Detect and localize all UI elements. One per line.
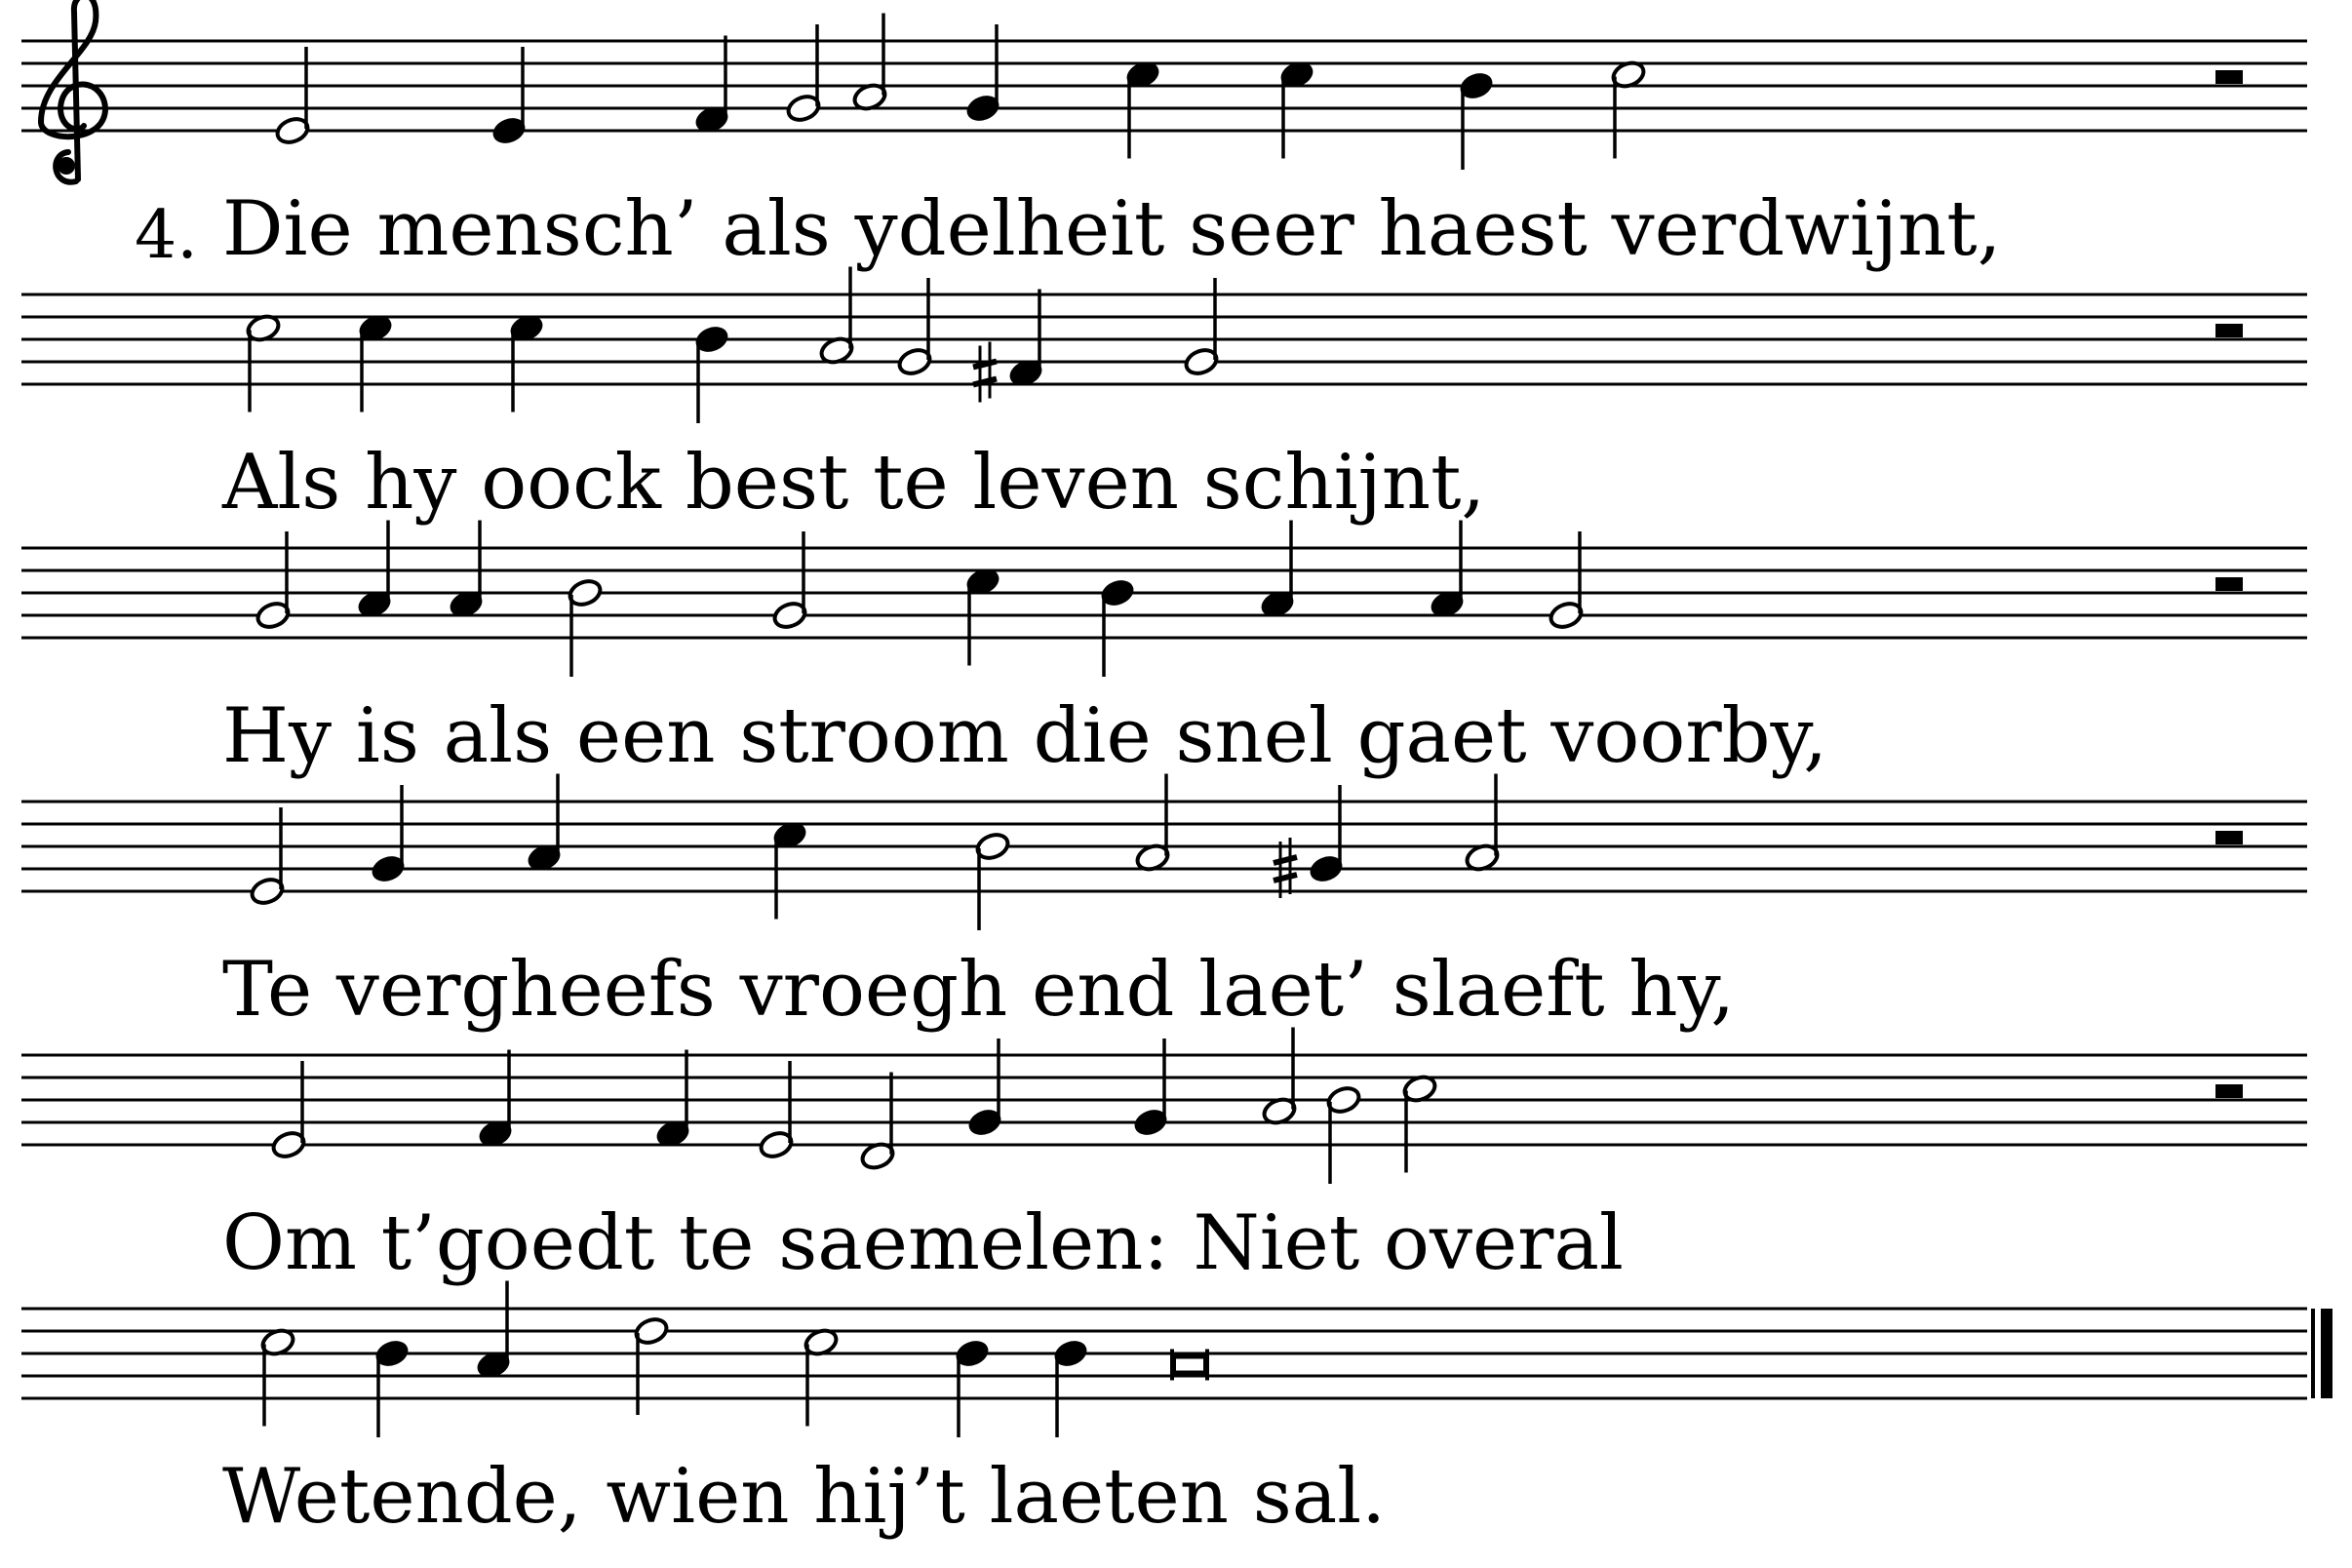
half-note: [785, 24, 822, 124]
half-note: [633, 1315, 670, 1415]
half-note: [274, 47, 311, 146]
half-note: [249, 807, 286, 907]
lyric-line-2: Als hy oock best te leven schijnt,: [222, 439, 1486, 527]
staff-system: [21, 521, 2307, 678]
quarter-note: [964, 24, 1001, 124]
staff-system: [21, 774, 2307, 931]
half-note: [255, 531, 292, 631]
clef-dot: [58, 157, 75, 175]
lyric-line-1: Die mensch’ als ydelheit seer haest verdwijnt,: [222, 185, 2002, 273]
staff-system: [21, 1028, 2307, 1185]
half-note: [1325, 1084, 1362, 1184]
breve-head: [1174, 1357, 1205, 1373]
half-note: [567, 577, 604, 677]
half-rest: [2215, 1084, 2243, 1098]
sharp-sign: [973, 342, 997, 403]
half-note: [1183, 278, 1220, 377]
staff-system: [21, 267, 2307, 424]
verse-number: 4.: [135, 197, 198, 274]
quarter-note: [954, 1338, 991, 1437]
half-rest: [2215, 831, 2243, 844]
final-barline: [2313, 1309, 2332, 1398]
half-rest: [2215, 70, 2243, 84]
staff-system: [21, 1281, 2332, 1438]
staff-system: [21, 0, 2307, 182]
half-note: [1548, 531, 1585, 631]
half-rest: [2215, 577, 2243, 591]
quarter-note: [966, 1039, 1003, 1138]
quarter-note: [1052, 1338, 1089, 1437]
quarter-note: [1458, 70, 1495, 170]
quarter-note: [1132, 1039, 1169, 1138]
half-note: [270, 1061, 307, 1160]
lyric-line-3: Hy is als een stroom die snel gaet voorby,: [222, 692, 1828, 780]
quarter-note: [490, 47, 528, 146]
thick-barline: [2321, 1309, 2332, 1398]
half-note: [896, 278, 933, 377]
half-note: [758, 1061, 795, 1160]
sharp-stroke: [1274, 857, 1297, 863]
quarter-note: [373, 1338, 411, 1437]
quarter-note: [370, 785, 407, 884]
half-rest: [2215, 324, 2243, 337]
quarter-note: [1099, 577, 1136, 677]
lyric-line-4: Te vergheefs vroegh end laet’ slaeft hy,: [222, 946, 1736, 1034]
sharp-stroke: [1274, 875, 1297, 881]
lyric-line-5: Om t’goedt te saemelen: Niet overal: [222, 1199, 1624, 1287]
clef-stroke: [41, 0, 105, 182]
treble-clef: [41, 0, 105, 182]
quarter-note: [693, 324, 730, 423]
half-note: [974, 831, 1011, 930]
half-note: [771, 531, 808, 631]
lyric-line-6: Wetende, wien hij’t laeten sal.: [222, 1453, 1387, 1541]
